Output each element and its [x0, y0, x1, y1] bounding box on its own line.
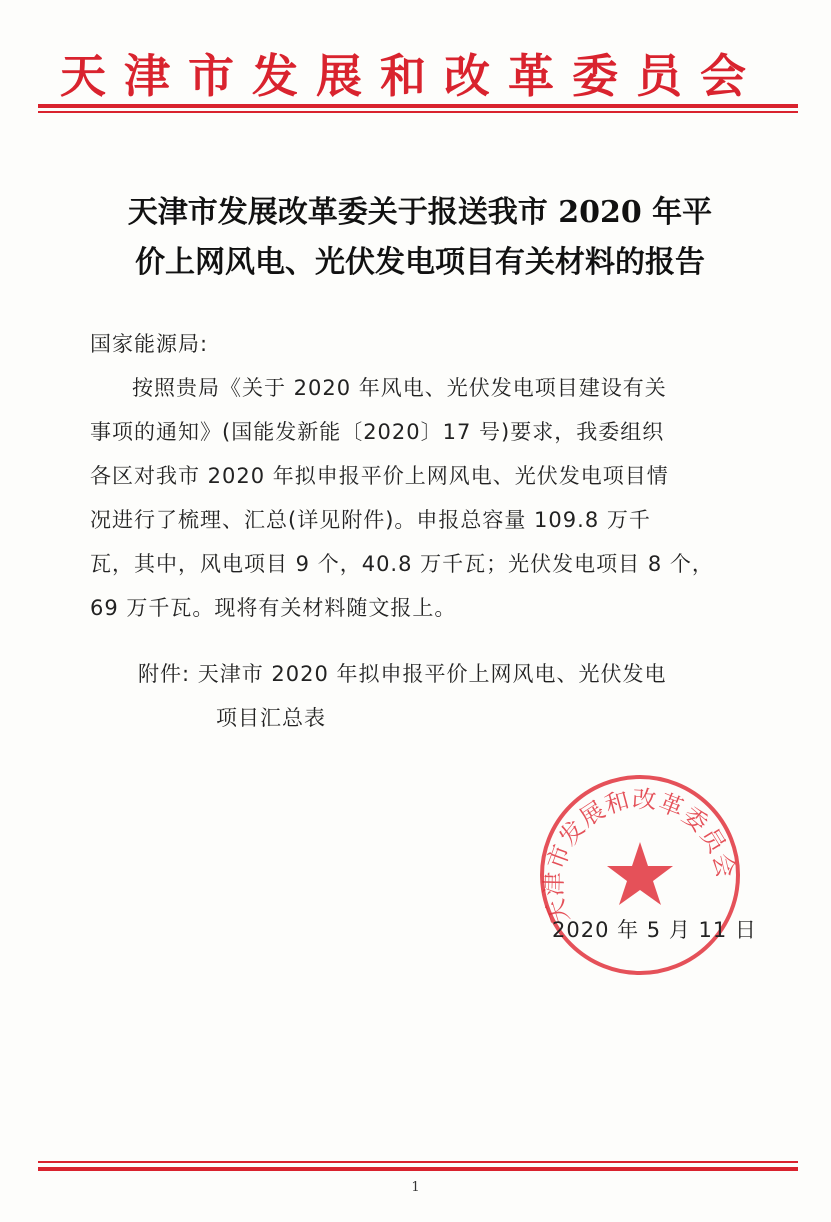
addressee: 国家能源局: [90, 332, 209, 356]
letterhead-title: 天津市发展和改革委员会 [60, 49, 764, 103]
footer-rule-thick [38, 1167, 798, 1171]
letterhead-rule-thin [38, 111, 798, 113]
body-line: 况进行了梳理、汇总(详见附件)。申报总容量 109.8 万千 [90, 508, 651, 532]
letterhead-rule-thick [38, 104, 798, 108]
body-line: 69 万千瓦。现将有关材料随文报上。 [90, 596, 457, 620]
body-line: 各区对我市 2020 年拟申报平价上网风电、光伏发电项目情 [90, 464, 669, 488]
attachment-line-1: 附件: 天津市 2020 年拟申报平价上网风电、光伏发电 [138, 662, 667, 686]
official-seal [535, 770, 745, 980]
svg-text:天津市发展和改革委员会: 天津市发展和改革委员会 [539, 785, 741, 927]
title-line-2: 价上网风电、光伏发电项目有关材料的报告 [135, 245, 705, 280]
document-date: 2020 年 5 月 11 日 [552, 918, 757, 942]
body-line: 按照贵局《关于 2020 年风电、光伏发电项目建设有关 [132, 376, 667, 400]
document-title [70, 188, 770, 288]
body-line: 事项的通知》(国能发新能〔2020〕17 号)要求，我委组织 [90, 420, 665, 444]
attachment-line-2: 项目汇总表 [216, 706, 326, 730]
title-line-1: 天津市发展改革委关于报送我市 2020 年平 [127, 195, 713, 230]
page-number: 1 [411, 1180, 420, 1195]
body-paragraph [90, 366, 750, 630]
footer-rule-thin [38, 1161, 798, 1163]
body-line: 瓦，其中，风电项目 9 个，40.8 万千瓦；光伏发电项目 8 个， [90, 552, 714, 576]
attachment-note [138, 652, 758, 740]
